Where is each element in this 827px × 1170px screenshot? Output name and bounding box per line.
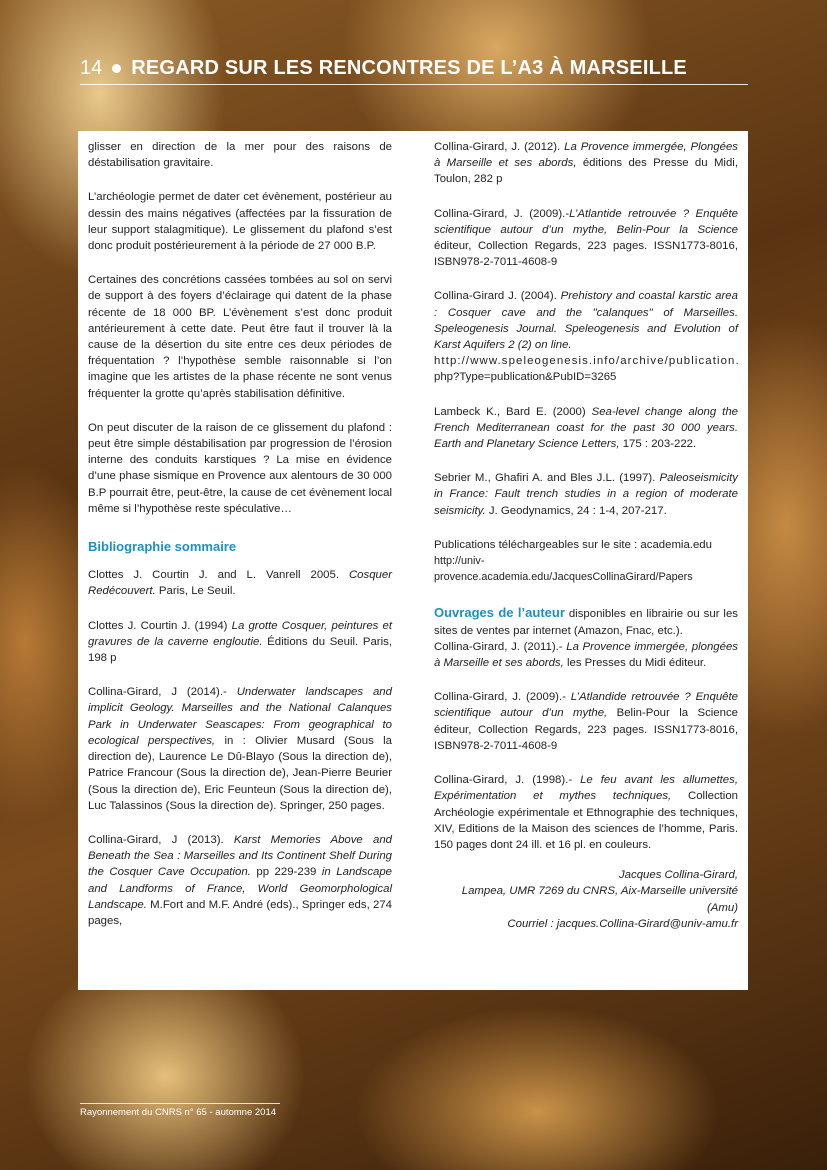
ref-text: Éditions du Seuil. Paris, 198 p xyxy=(88,635,392,665)
ref-title: in Landscape and Landforms of France, World Geomorphological Landscape. xyxy=(88,866,393,911)
ref-text: pp 229-239 xyxy=(250,866,322,879)
ref-text: Collina-Girard, J. (2009).- xyxy=(434,691,571,704)
ref-text: les Presses du Midi éditeur. xyxy=(563,657,707,670)
bullet-icon xyxy=(112,64,121,73)
author-name: Jacques Collina-Girard, xyxy=(618,869,738,882)
reference-item xyxy=(88,567,392,599)
download-note xyxy=(434,537,738,586)
ref-text: Collection Archéologie expérimentale et Ethnographie des techniques, XIV, Editions de la Maison des sciences de l’homme, Paris. 150 pages dont 24 ill. et 16 pl. en couleurs. xyxy=(434,790,739,851)
ref-text: éditions des Presse du Midi, Toulon, 282 p xyxy=(434,157,738,186)
reference-item xyxy=(434,689,738,754)
ref-title: L’Atlantide retrouvée ? Enquête scientifique autour d’un mythe, Belin-Pour la Science xyxy=(434,207,738,236)
reference-item xyxy=(434,404,738,453)
ref-text: in : Olivier Musard (Sous la direction de), Laurence Le Dû-Blayo (Sous la direction de), Patrice Francour (Sous la direction de), Jean-Pierre Beurier (Sous la direction de), Eric Feunteun (Sous la direction de), Luc Talassinos (Sous la direction de). Springer, 250 pages. xyxy=(88,734,392,812)
ref-text: Clottes J. Courtin J. (1994) xyxy=(88,619,232,632)
ref-title: La Provence immergée, Plongées à Marseille et ses abords, xyxy=(434,141,738,170)
ref-text: M.Fort and M.F. André (eds)., Springer eds, 274 pages, xyxy=(88,898,392,927)
reference-link[interactable]: php?Type=publication&PubID=3265 xyxy=(434,371,617,384)
bibliography-heading: Bibliographie sommaire xyxy=(88,539,237,555)
ref-title: La Provence immergée, plongées à Marseille et ses abords, xyxy=(434,640,738,670)
ref-text: Collina-Girard, J. (2011).- xyxy=(434,640,567,653)
ref-title: Prehistory and coastal karstic area : Cosquer cave and the "calanques" of Marseilles. Speleogenesis Journal. Speleogenesis and Evolution of Karst Aquifers 2 (2) on line. xyxy=(434,290,738,352)
ref-text: Collina-Girard, J. (2009).- xyxy=(434,207,570,220)
left-column xyxy=(88,139,392,929)
ref-title: Sea-level change along the French Mediterranean coast for the past 30 000 years. Earth and Planetary Science Letters, xyxy=(434,405,738,451)
ref-text: Collina-Girard J. (2004). xyxy=(434,290,561,303)
ref-title: Underwater landscapes and implicit Geology. Marseilles and the National Calanques Park in Underwater Seascapes: From geographical to ecological perspectives, xyxy=(88,686,392,747)
ref-text: Belin-Pour la Science éditeur, Collection Regards, 223 pages. ISSN1773-8016, ISBN978-2-7011-4608-9 xyxy=(434,707,738,752)
ref-text: Clottes J. Courtin J. and L. Vanrell 2005. xyxy=(88,569,349,582)
academia-link[interactable]: http://univ-provence.academia.edu/JacquesCollinaGirard/Papers xyxy=(434,555,693,584)
author-affiliation: Lampea, UMR 7269 du CNRS, Aix-Marseille université (Amu) xyxy=(461,885,738,914)
author-works-intro xyxy=(434,605,738,638)
ref-text: éditeur, Collection Regards, 223 pages. ISSN1773-8016, ISBN978-2-7011-4608-9 xyxy=(434,240,738,269)
ref-text: Paris, Le Seuil. xyxy=(155,585,236,598)
ref-text: 175 : 203-222. xyxy=(619,438,697,451)
page-header xyxy=(80,52,748,85)
reference-item xyxy=(88,684,392,814)
paragraph: On peut discuter de la raison de ce glissement du plafond : peut être simple déstabilisation par progression de l’érosion interne des conduits karstiques ? La mise en évidence d’une phase sismique en Provence aux alentours de 30 000 B.P pourrait être, peut-être, la cause de cet évènement local même si l’hypothèse reste spéculative… xyxy=(88,421,392,515)
paragraph: Certaines des concrétions cassées tombées au sol on servi de support à des foyers d’éclairage qui datent de la phase récente de 18 000 BP. L’évènement s’est donc produit antérieurement à cette date. Peut être faut il trouver là la cause de la désertion du site entre ces deux périodes de fréquentation ? l’hypothèse semble raisonnable si l’on imagine que les artistes de la phase récente ne sont venus fréquenter la grotte qu’après stabilisation définitive. xyxy=(88,274,392,400)
author-email[interactable]: Courriel : jacques.Collina-Girard@univ-amu.fr xyxy=(507,917,738,930)
ref-text: Collina-Girard, J (2014).- xyxy=(88,686,237,699)
ref-text: Lambeck K., Bard E. (2000) xyxy=(434,405,592,418)
article-panel xyxy=(78,131,748,990)
works-heading: Ouvrages de l’auteur xyxy=(434,605,565,621)
ref-text: Collina-Girard, J. (1998).- xyxy=(434,774,581,787)
reference-item xyxy=(434,139,738,188)
ref-text: J. Geodynamics, 24 : 1-4, 207-217. xyxy=(485,504,667,517)
reference-item xyxy=(434,470,738,519)
ref-title: Cosquer Redécouvert. xyxy=(88,569,392,598)
ref-title: La grotte Cosquer, peintures et gravures de la caverne engloutie. xyxy=(88,619,393,648)
right-column xyxy=(434,139,738,932)
ref-title: Paleoseismicity in France: Fault trench studies in a region of moderate seismicity. xyxy=(434,472,738,517)
reference-item xyxy=(434,772,738,853)
note-text: Publications téléchargeables sur le site : academia.edu xyxy=(434,538,712,551)
reference-item xyxy=(88,832,392,929)
reference-item xyxy=(88,618,392,667)
ref-title: Le feu avant les allumettes, Expérimentation et mythes techniques, xyxy=(434,774,738,803)
ref-text: Collina-Girard, J (2013). xyxy=(88,833,234,846)
reference-item xyxy=(434,288,738,385)
reference-item xyxy=(434,639,738,671)
author-signature xyxy=(434,867,738,932)
ref-title: L’Atlandide retrouvée ? Enquête scientifique autour d’un mythe, xyxy=(434,691,739,720)
page-number: 14 xyxy=(80,56,103,79)
page-title: REGARD SUR LES RENCONTRES DE L’A3 À MARSEILLE xyxy=(131,56,687,79)
reference-item xyxy=(434,206,738,271)
ref-text: Collina-Girard, J. (2012). xyxy=(434,141,565,153)
ref-text: Sebrier M., Ghafiri A. and Bles J.L. (1997). xyxy=(434,472,660,485)
paragraph: glisser en direction de la mer pour des raisons de déstabilisation gravitaire. xyxy=(88,141,392,170)
works-text: disponibles en librairie ou sur les sites de ventes par internet (Amazon, Fnac, etc.). xyxy=(434,608,738,637)
paragraph: L’archéologie permet de dater cet évènement, postérieur au dessin des mains négatives (affectées par la fissuration de leur support stalagmitique). Le glissement du plafond s’est donc produit postérieurement à la période de 27 000 B.P. xyxy=(88,191,392,253)
ref-title: Karst Memories Above and Beneath the Sea : Marseilles and Its Continent Shelf During the Cosquer Cave Occupation. xyxy=(88,833,392,879)
page-footer: Rayonnement du CNRS n° 65 - automne 2014 xyxy=(80,1103,280,1118)
reference-link[interactable]: http://www.speleogenesis.info/archive/publication. xyxy=(434,355,740,368)
